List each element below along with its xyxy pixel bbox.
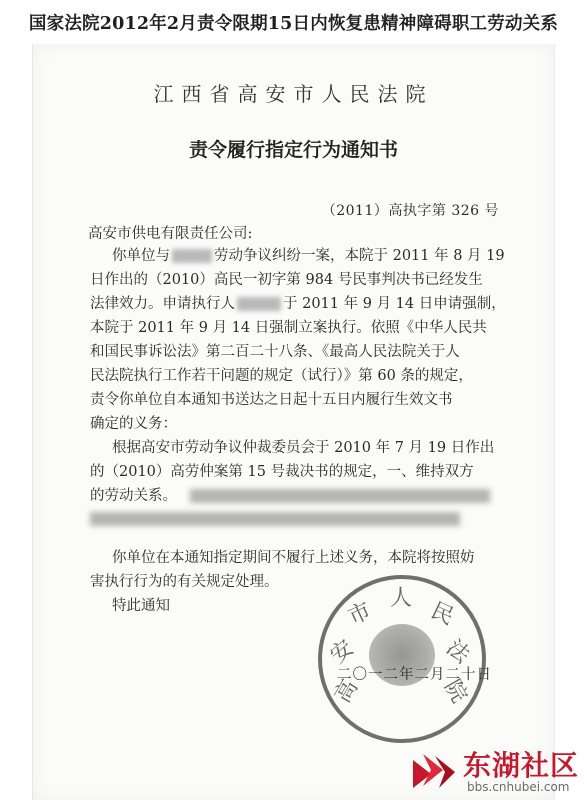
seal-char: 安	[325, 635, 359, 669]
header-title: 国家法院2012年2月责令限期15日内恢复患精神障碍职工劳动关系	[28, 13, 559, 34]
doc-title: 责令履行指定行为通知书	[188, 139, 398, 161]
redacted-name	[172, 249, 212, 263]
body-line: 责令你单位自本通知书送达之日起十五日内履行生效文书	[90, 392, 453, 408]
body-text: 于 2011 年 9 月 14 日申请强制，	[283, 296, 506, 312]
issue-date: 二〇一二年二月二十日	[337, 667, 492, 683]
watermark-url: bbs.cnhubei.com	[467, 780, 570, 794]
seal-char: 院	[438, 675, 472, 708]
page-header	[0, 0, 587, 44]
court-name: 江西省高安市人民法院	[153, 82, 434, 106]
body-text: 劳动争议纠纷一案，本院于 2011 年 8 月 19	[214, 248, 505, 264]
body-line: 根据高安市劳动争议仲裁委员会于 2010 年 7 月 19 日作出	[112, 440, 495, 456]
seal-char: 民	[426, 598, 458, 631]
body-line	[112, 246, 505, 266]
body-line: 确定的义务：	[90, 416, 177, 432]
watermark	[375, 738, 587, 800]
redacted-text	[90, 512, 460, 526]
seal-char: 高	[330, 675, 364, 708]
body-text: 法律效力。申请执行人	[90, 296, 235, 312]
body-line: 的（2010）高劳仲案第 15 号裁决书的规定，一、维持双方	[90, 464, 474, 480]
body-line: 日作出的（2010）高民一初字第 984 号民事判决书已经发生	[90, 272, 483, 288]
seal-char: 法	[441, 635, 475, 669]
redacted-name	[237, 297, 281, 311]
body-text: 你单位与	[112, 248, 170, 264]
doc-number: （2011）高执字第 326 号	[321, 203, 499, 219]
court-seal	[318, 575, 486, 743]
body-line: 和国民事诉讼法》第二百二十八条、《最高人民法院关于人	[90, 344, 460, 360]
body-line: 民法院执行工作若干问题的规定（试行）》第 60 条的规定，	[90, 368, 473, 384]
closing-text: 特此通知	[112, 598, 170, 614]
body-line: 本院于 2011 年 9 月 14 日强制立案执行。依照《中华人民共	[90, 320, 487, 336]
body-line	[90, 294, 506, 314]
seal-char: 市	[344, 598, 376, 631]
addressee: 高安市供电有限责任公司:	[88, 226, 253, 242]
brand-logo-icon	[409, 746, 457, 794]
body-line: 你单位在本通知指定期间不履行上述义务，本院将按照妨	[112, 550, 475, 566]
body-line: 害执行行为的有关规定处理。	[90, 574, 279, 590]
body-line: 的劳动关系。	[90, 488, 177, 504]
seal-char: 人	[390, 586, 413, 611]
watermark-brand: 东湖社区	[463, 749, 580, 782]
redacted-text	[190, 489, 490, 503]
